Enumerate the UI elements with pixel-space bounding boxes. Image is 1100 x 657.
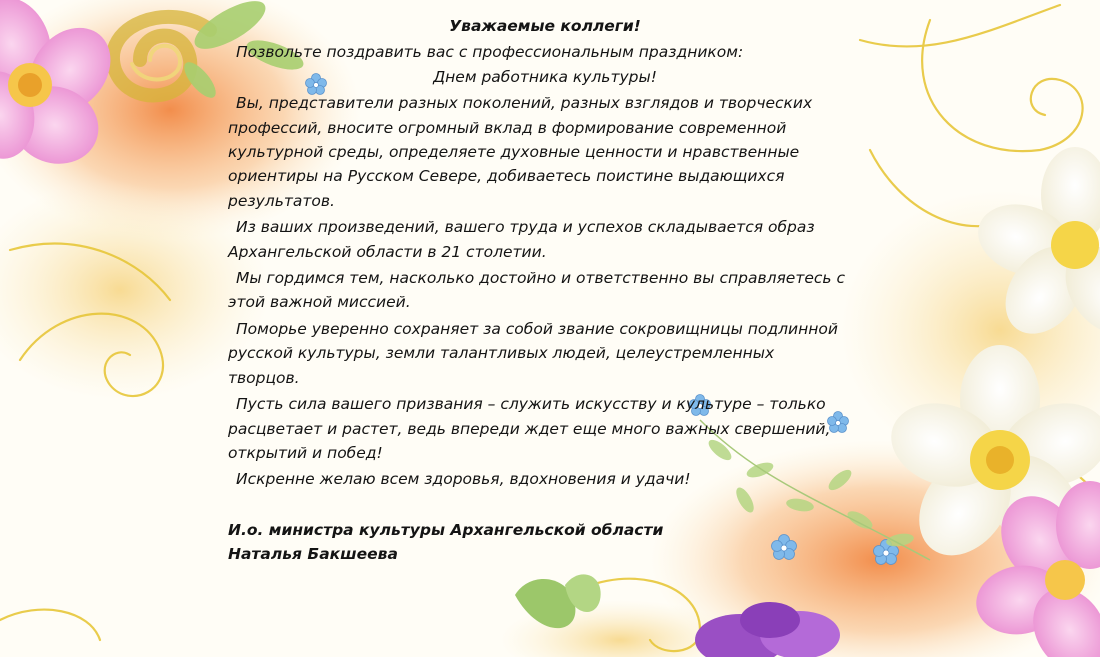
- letter-paragraph: Из ваших произведений, вашего труда и успехов складывается образ Архангельской области в 21 столетии.: [228, 218, 815, 261]
- letter-paragraph: Поморье уверенно сохраняет за собой звание сокровищницы подлинной русской культуры, земли талантливых людей, целеустремленных творцов.: [228, 319, 838, 387]
- letter-greeting: Уважаемые коллеги!: [449, 17, 641, 35]
- congratulation-letter: [228, 14, 848, 567]
- letter-paragraph: Вы, представители разных поколений, разных взглядов и творческих профессий, вносите огромный вклад в формирование современной культурной среды, определяете духовные ценности и нравственные ориентиры на Русском Севере, добиваетесь поистине выдающихся результатов.: [228, 94, 813, 210]
- letter-paragraph: Пусть сила вашего призвания – служить искусству и культуре – только расцветает и растет, ведь впереди ждет еще много важных свершений, открытий и побед!: [228, 395, 831, 462]
- letter-paragraph: Искренне желаю всем здоровья, вдохновения и удачи!: [236, 470, 691, 489]
- letter-intro: Позвольте поздравить вас с профессиональным праздником:: [236, 43, 744, 62]
- signature-title: И.о. министра культуры Архангельской области: [228, 520, 664, 539]
- letter-paragraph: Мы гордимся тем, насколько достойно и ответственно вы справляетесь с этой важной миссией.: [228, 269, 846, 312]
- letter-occasion: Днем работника культуры!: [433, 67, 657, 86]
- signature-name: Наталья Бакшеева: [228, 545, 398, 564]
